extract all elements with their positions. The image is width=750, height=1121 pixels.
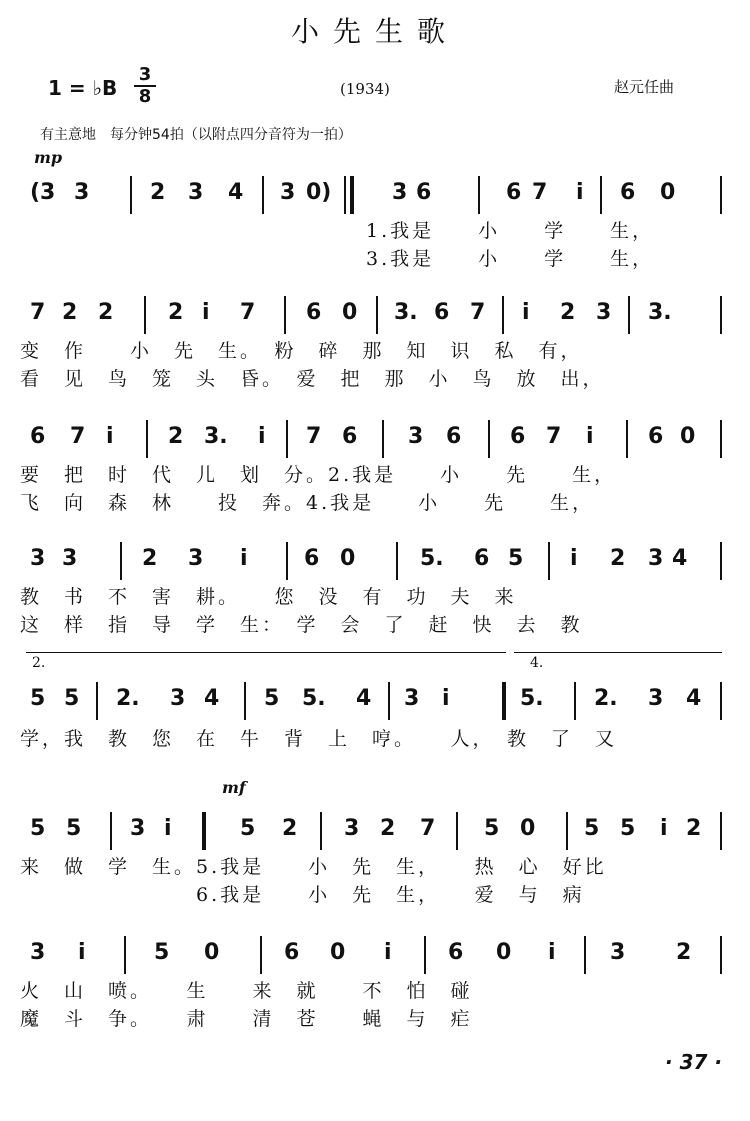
note: 3 [74,180,90,205]
barline [720,936,722,974]
song-title: 小先生歌 [290,15,459,48]
lyric-line: 学，我 教 您 在 牛 背 上 哼。 人， 教 了 又 [20,728,618,750]
note: 3 [404,686,420,711]
lyric-line: 6.我是 小 先 生， 爱 与 病 [20,884,585,906]
note: 0 [204,940,220,965]
barline [502,296,504,334]
note: (3 [30,180,56,205]
lyric-line: 变 作 小 先 生。 粉 碎 那 知 识 私 有， [20,340,583,362]
page-number: · 37 · [665,1050,722,1074]
second-ending-bracket [514,652,722,669]
note: 7 [306,424,322,449]
note: 3 [648,546,664,571]
note: i [258,424,266,449]
time-signature-bottom: 8 [138,86,152,107]
note: 7 [240,300,256,325]
barline [456,812,458,850]
composer: 赵元任曲 [614,78,675,96]
note: i [576,180,584,205]
note: 5 [584,816,600,841]
note: 6 [306,300,322,325]
note: 5 [484,816,500,841]
note: 3 [610,940,626,965]
barline [600,176,602,214]
barline [96,682,98,720]
barline [244,682,246,720]
barline [396,542,398,580]
note: 2 [676,940,692,965]
system-4-notes [0,536,750,580]
barline [574,682,576,720]
barline [628,296,630,334]
note: 4 [228,180,244,205]
barline [478,176,480,214]
note: 5 [64,686,80,711]
note: 7 [70,424,86,449]
note: 6 [446,424,462,449]
barline [286,542,288,580]
note: 3 [130,816,146,841]
note: 7 [532,180,548,205]
note: 6 [474,546,490,571]
repeat-barline [502,682,506,720]
note: 3 [30,546,46,571]
note: 6 [284,940,300,965]
note: 2 [62,300,78,325]
note: 6 [510,424,526,449]
note: i [240,546,248,571]
note: 3 [170,686,186,711]
barline [320,812,322,850]
barline [388,682,390,720]
volta-label: 2. [32,655,46,671]
note: 7 [30,300,46,325]
note: 2 [380,816,396,841]
barline [488,420,490,458]
note: 6 [30,424,46,449]
barline [110,812,112,850]
barline [382,420,384,458]
dynamic-mf: mf [222,778,246,797]
note: 4 [204,686,220,711]
note: i [660,816,668,841]
note: 5 [66,816,82,841]
note: 5 [240,816,256,841]
note: 0 [496,940,512,965]
barline [146,420,148,458]
note: 7 [470,300,486,325]
note: i [442,686,450,711]
barline [286,420,288,458]
note: 3 [392,180,408,205]
system-5-notes [0,676,750,720]
note: 5. [420,546,444,571]
note: i [548,940,556,965]
note: 2 [142,546,158,571]
note: i [586,424,594,449]
note: 3 [344,816,360,841]
note: 2. [116,686,140,711]
barline [376,296,378,334]
barline [566,812,568,850]
note: 3 [648,686,664,711]
system-3-notes [0,414,750,458]
first-ending-bracket [26,652,506,669]
barline [720,176,722,214]
note: 2 [98,300,114,325]
lyric-line: 看 见 鸟 笼 头 昏。 爱 把 那 小 鸟 放 出， [20,368,605,390]
note: 5. [520,686,544,711]
composition-year: (1934) [340,80,390,98]
barline [260,936,262,974]
repeat-barline [202,812,206,850]
system-7-notes [0,930,750,974]
barline [720,682,722,720]
barline [130,176,132,214]
note: 6 [448,940,464,965]
note: 0 [680,424,696,449]
note: 7 [420,816,436,841]
lyric-line: 这 样 指 导 学 生： 学 会 了 赶 快 去 教 [20,614,583,636]
lyric-line: 要 把 时 代 儿 划 分。2.我是 小 先 生， [20,464,617,486]
key-signature: 1 = ♭B [48,76,118,100]
note: 6 [434,300,450,325]
barline [720,420,722,458]
note: i [202,300,210,325]
note: 0) [306,180,332,205]
lyric-line: 教 书 不 害 耕。 您 没 有 功 夫 来 [20,586,517,608]
lyric-line: 来 做 学 生。5.我是 小 先 生， 热 心 好比 [20,856,607,878]
note: 4 [672,546,688,571]
note: 6 [416,180,432,205]
note: 3 [596,300,612,325]
note: 3 [62,546,78,571]
note: 2 [150,180,166,205]
note: 6 [342,424,358,449]
note: 3 [408,424,424,449]
note: 0 [520,816,536,841]
note: 3 [188,180,204,205]
note: 3 [30,940,46,965]
note: i [384,940,392,965]
note: 5 [264,686,280,711]
note: 5 [620,816,636,841]
barline [626,420,628,458]
note: 4 [686,686,702,711]
note: 0 [340,546,356,571]
barline [344,176,346,214]
note: 2 [686,816,702,841]
note: 6 [506,180,522,205]
barline [144,296,146,334]
lyric-line: 火 山 喷。 生 来 就 不 怕 碰 [20,980,473,1002]
lyric-line: 飞 向 森 林 投 奔。4.我是 小 先 生， [20,492,595,514]
note: 3. [648,300,672,325]
note: 3. [394,300,418,325]
dynamic-mp: mp [34,148,63,167]
lyric-line: 魔 斗 争。 肃 清 苍 蝇 与 疟 [20,1008,473,1030]
note: 2 [560,300,576,325]
note: i [522,300,530,325]
note: 0 [342,300,358,325]
note: i [164,816,172,841]
time-signature [134,66,156,106]
note: i [106,424,114,449]
note: 3 [188,546,204,571]
barline [424,936,426,974]
note: 2 [168,424,184,449]
note: 6 [304,546,320,571]
barline [548,542,550,580]
barline [262,176,264,214]
note: 5 [508,546,524,571]
note: 5 [30,686,46,711]
lyric-line: 1.我是 小 学 生， [366,220,655,242]
note: 7 [546,424,562,449]
system-2-notes [0,290,750,334]
barline [284,296,286,334]
barline [720,812,722,850]
note: 5. [302,686,326,711]
note: 5 [30,816,46,841]
note: 5 [154,940,170,965]
note: 4 [356,686,372,711]
note: 3. [204,424,228,449]
barline [120,542,122,580]
tempo-marking: 有主意地 每分钟54拍（以附点四分音符为一拍） [40,127,352,143]
note: 2. [594,686,618,711]
barline [720,296,722,334]
time-signature-top: 3 [138,64,152,85]
note: 6 [648,424,664,449]
system-6-notes [0,806,750,850]
note: i [570,546,578,571]
note: 2 [610,546,626,571]
note: i [78,940,86,965]
note: 2 [168,300,184,325]
system-1-notes [0,170,750,214]
note: 0 [660,180,676,205]
lyric-line: 3.我是 小 学 生， [366,248,655,270]
volta-label: 4. [530,655,544,671]
barline [720,542,722,580]
note: 2 [282,816,298,841]
repeat-barline [350,176,354,214]
barline [584,936,586,974]
note: 6 [620,180,636,205]
barline [124,936,126,974]
note: 0 [330,940,346,965]
note: 3 [280,180,296,205]
